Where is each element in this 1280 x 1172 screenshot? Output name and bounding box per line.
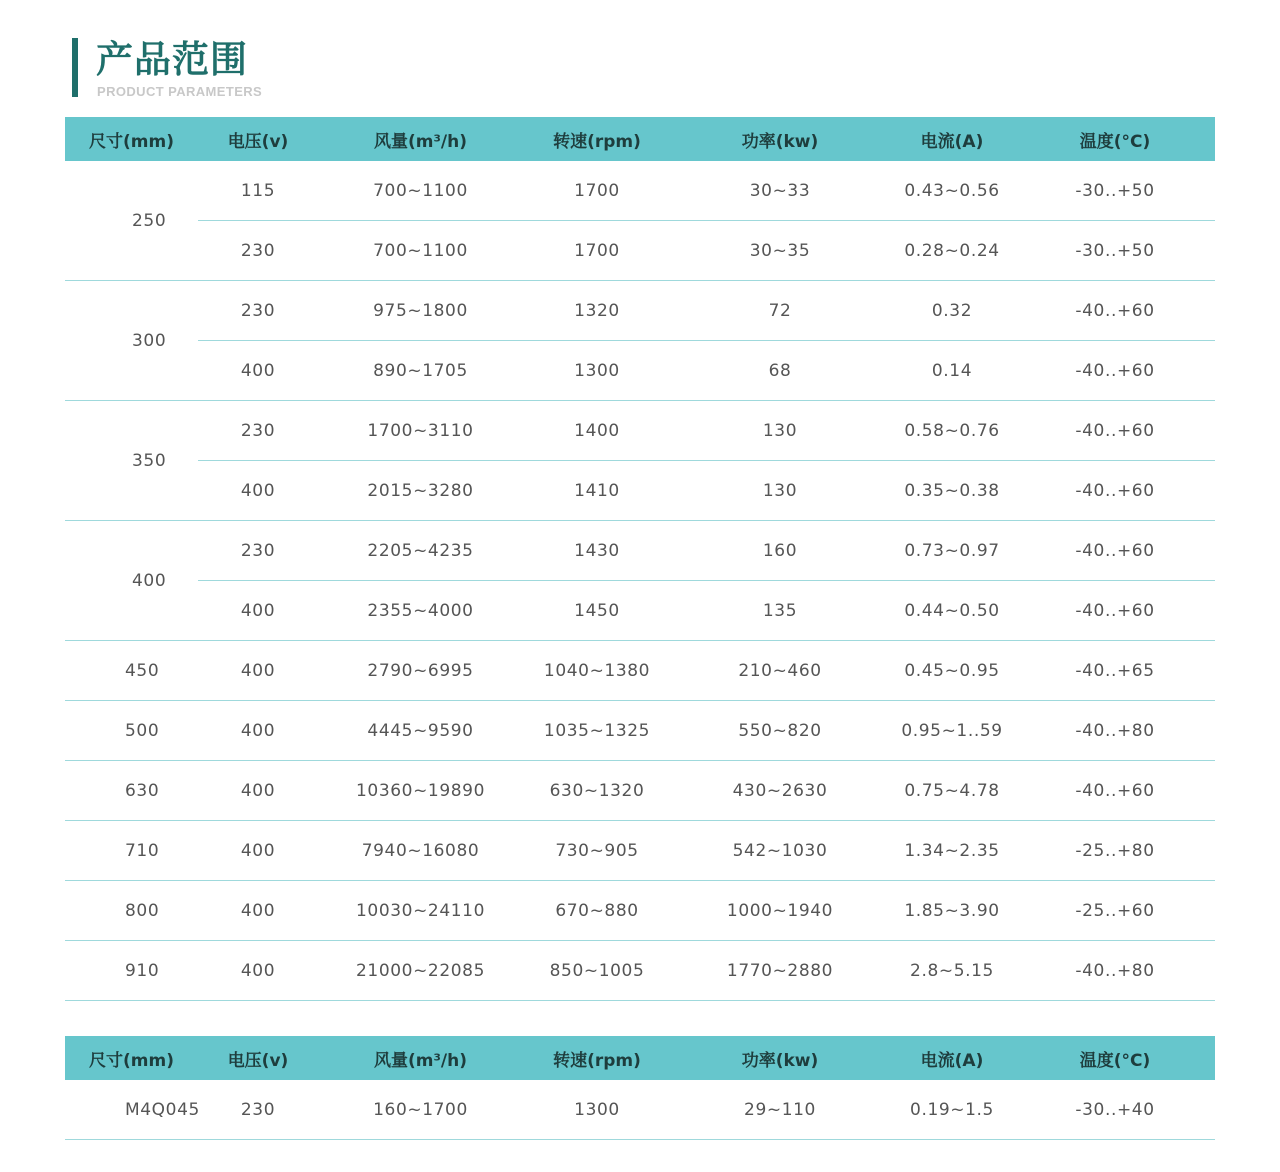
voltage-cell: 400 bbox=[198, 761, 318, 821]
speed-cell: 670~880 bbox=[523, 881, 671, 941]
temperature-cell: -25..+80 bbox=[1015, 821, 1215, 881]
current-cell: 0.14 bbox=[889, 341, 1015, 401]
table-row bbox=[65, 881, 1215, 941]
speed-cell: 1300 bbox=[523, 341, 671, 401]
voltage-cell: 230 bbox=[198, 521, 318, 581]
temperature-cell: -40..+80 bbox=[1015, 701, 1215, 761]
airflow-cell: 2015~3280 bbox=[318, 461, 523, 521]
size-cell: 910 bbox=[65, 941, 198, 1001]
voltage-cell: 400 bbox=[198, 581, 318, 641]
current-cell: 0.95~1..59 bbox=[889, 701, 1015, 761]
airflow-cell: 10360~19890 bbox=[318, 761, 523, 821]
table-body bbox=[65, 1080, 1215, 1140]
temperature-cell: -40..+60 bbox=[1015, 401, 1215, 461]
temperature-cell: -30..+40 bbox=[1015, 1080, 1215, 1140]
speed-cell: 1320 bbox=[523, 281, 671, 341]
airflow-cell: 10030~24110 bbox=[318, 881, 523, 941]
temperature-cell: -40..+60 bbox=[1015, 281, 1215, 341]
temperature-cell: -40..+65 bbox=[1015, 641, 1215, 701]
voltage-cell: 400 bbox=[198, 641, 318, 701]
column-header-current: 电流(A) bbox=[920, 131, 984, 152]
table-row bbox=[65, 581, 1215, 641]
voltage-cell: 400 bbox=[198, 821, 318, 881]
airflow-cell: 2355~4000 bbox=[318, 581, 523, 641]
airflow-cell: 160~1700 bbox=[318, 1080, 523, 1140]
speed-cell: 630~1320 bbox=[523, 761, 671, 821]
power-cell: 68 bbox=[671, 341, 889, 401]
table-row bbox=[65, 941, 1215, 1001]
temperature-cell: -30..+50 bbox=[1015, 161, 1215, 221]
temperature-cell: -40..+60 bbox=[1015, 341, 1215, 401]
column-header-power: 功率(kw) bbox=[741, 1050, 819, 1071]
power-cell: 1000~1940 bbox=[671, 881, 889, 941]
size-cell: 450 bbox=[65, 641, 198, 701]
table-header-row bbox=[65, 117, 1215, 161]
temperature-cell: -40..+80 bbox=[1015, 941, 1215, 1001]
product-parameters-table-extra bbox=[65, 1036, 1215, 1140]
power-cell: 160 bbox=[671, 521, 889, 581]
speed-cell: 1700 bbox=[523, 161, 671, 221]
column-header-voltage: 电压(v) bbox=[227, 131, 289, 152]
column-header-speed: 转速(rpm) bbox=[553, 1050, 641, 1071]
table-row bbox=[65, 221, 1215, 281]
table-row bbox=[65, 341, 1215, 401]
current-cell: 0.45~0.95 bbox=[889, 641, 1015, 701]
speed-cell: 1040~1380 bbox=[523, 641, 671, 701]
speed-cell: 850~1005 bbox=[523, 941, 671, 1001]
heading-accent-bar bbox=[72, 38, 78, 97]
column-header-airflow: 风量(m³/h) bbox=[373, 131, 467, 152]
table-header-row bbox=[65, 1036, 1215, 1080]
current-cell: 1.34~2.35 bbox=[889, 821, 1015, 881]
temperature-cell: -40..+60 bbox=[1015, 581, 1215, 641]
size-cell: 400 bbox=[65, 521, 198, 641]
page-subtitle: PRODUCT PARAMETERS bbox=[97, 84, 263, 99]
size-cell: 300 bbox=[65, 281, 198, 401]
table-row bbox=[65, 701, 1215, 761]
speed-cell: 1450 bbox=[523, 581, 671, 641]
airflow-cell: 4445~9590 bbox=[318, 701, 523, 761]
temperature-cell: -40..+60 bbox=[1015, 461, 1215, 521]
table-body bbox=[65, 161, 1215, 1001]
voltage-cell: 400 bbox=[198, 941, 318, 1001]
airflow-cell: 2790~6995 bbox=[318, 641, 523, 701]
voltage-cell: 230 bbox=[198, 281, 318, 341]
column-header-airflow: 风量(m³/h) bbox=[373, 1050, 467, 1071]
airflow-cell: 975~1800 bbox=[318, 281, 523, 341]
power-cell: 72 bbox=[671, 281, 889, 341]
table-row bbox=[65, 281, 1215, 341]
table-row bbox=[65, 821, 1215, 881]
current-cell: 2.8~5.15 bbox=[889, 941, 1015, 1001]
page-title: 产品范围 bbox=[96, 38, 248, 81]
current-cell: 0.32 bbox=[889, 281, 1015, 341]
airflow-cell: 7940~16080 bbox=[318, 821, 523, 881]
speed-cell: 1410 bbox=[523, 461, 671, 521]
airflow-cell: 2205~4235 bbox=[318, 521, 523, 581]
size-cell: 350 bbox=[65, 401, 198, 521]
power-cell: 550~820 bbox=[671, 701, 889, 761]
voltage-cell: 400 bbox=[198, 701, 318, 761]
table-row bbox=[65, 1080, 1215, 1140]
voltage-cell: 230 bbox=[198, 1080, 318, 1140]
current-cell: 0.28~0.24 bbox=[889, 221, 1015, 281]
power-cell: 135 bbox=[671, 581, 889, 641]
size-cell: 250 bbox=[65, 161, 198, 281]
column-header-voltage: 电压(v) bbox=[227, 1050, 289, 1071]
column-header-temperature: 温度(°C) bbox=[1079, 1050, 1151, 1071]
temperature-cell: -25..+60 bbox=[1015, 881, 1215, 941]
power-cell: 130 bbox=[671, 461, 889, 521]
voltage-cell: 230 bbox=[198, 401, 318, 461]
temperature-cell: -40..+60 bbox=[1015, 761, 1215, 821]
temperature-cell: -40..+60 bbox=[1015, 521, 1215, 581]
power-cell: 1770~2880 bbox=[671, 941, 889, 1001]
airflow-cell: 700~1100 bbox=[318, 221, 523, 281]
current-cell: 0.19~1.5 bbox=[889, 1080, 1015, 1140]
temperature-cell: -30..+50 bbox=[1015, 221, 1215, 281]
current-cell: 0.43~0.56 bbox=[889, 161, 1015, 221]
table-row bbox=[65, 461, 1215, 521]
voltage-cell: 115 bbox=[198, 161, 318, 221]
table-row bbox=[65, 761, 1215, 821]
product-parameters-table bbox=[65, 117, 1215, 1001]
current-cell: 0.58~0.76 bbox=[889, 401, 1015, 461]
size-cell: 500 bbox=[65, 701, 198, 761]
column-header-size: 尺寸(mm) bbox=[89, 131, 174, 152]
power-cell: 210~460 bbox=[671, 641, 889, 701]
table-row bbox=[65, 161, 1215, 221]
speed-cell: 1035~1325 bbox=[523, 701, 671, 761]
power-cell: 30~33 bbox=[671, 161, 889, 221]
speed-cell: 1700 bbox=[523, 221, 671, 281]
power-cell: 30~35 bbox=[671, 221, 889, 281]
airflow-cell: 700~1100 bbox=[318, 161, 523, 221]
voltage-cell: 400 bbox=[198, 881, 318, 941]
table-row bbox=[65, 401, 1215, 461]
size-cell: 630 bbox=[65, 761, 198, 821]
speed-cell: 730~905 bbox=[523, 821, 671, 881]
airflow-cell: 1700~3110 bbox=[318, 401, 523, 461]
model-cell: M4Q045 bbox=[65, 1080, 198, 1140]
column-header-speed: 转速(rpm) bbox=[553, 131, 641, 152]
speed-cell: 1300 bbox=[523, 1080, 671, 1140]
airflow-cell: 21000~22085 bbox=[318, 941, 523, 1001]
power-cell: 542~1030 bbox=[671, 821, 889, 881]
current-cell: 0.44~0.50 bbox=[889, 581, 1015, 641]
table-row bbox=[65, 521, 1215, 581]
current-cell: 1.85~3.90 bbox=[889, 881, 1015, 941]
power-cell: 29~110 bbox=[671, 1080, 889, 1140]
speed-cell: 1430 bbox=[523, 521, 671, 581]
column-header-current: 电流(A) bbox=[920, 1050, 984, 1071]
power-cell: 430~2630 bbox=[671, 761, 889, 821]
voltage-cell: 400 bbox=[198, 461, 318, 521]
voltage-cell: 400 bbox=[198, 341, 318, 401]
current-cell: 0.35~0.38 bbox=[889, 461, 1015, 521]
speed-cell: 1400 bbox=[523, 401, 671, 461]
current-cell: 0.73~0.97 bbox=[889, 521, 1015, 581]
airflow-cell: 890~1705 bbox=[318, 341, 523, 401]
size-cell: 800 bbox=[65, 881, 198, 941]
voltage-cell: 230 bbox=[198, 221, 318, 281]
column-header-temperature: 温度(°C) bbox=[1079, 131, 1151, 152]
power-cell: 130 bbox=[671, 401, 889, 461]
table-row bbox=[65, 641, 1215, 701]
column-header-power: 功率(kw) bbox=[741, 131, 819, 152]
column-header-size: 尺寸(mm) bbox=[89, 1050, 174, 1071]
size-cell: 710 bbox=[65, 821, 198, 881]
current-cell: 0.75~4.78 bbox=[889, 761, 1015, 821]
